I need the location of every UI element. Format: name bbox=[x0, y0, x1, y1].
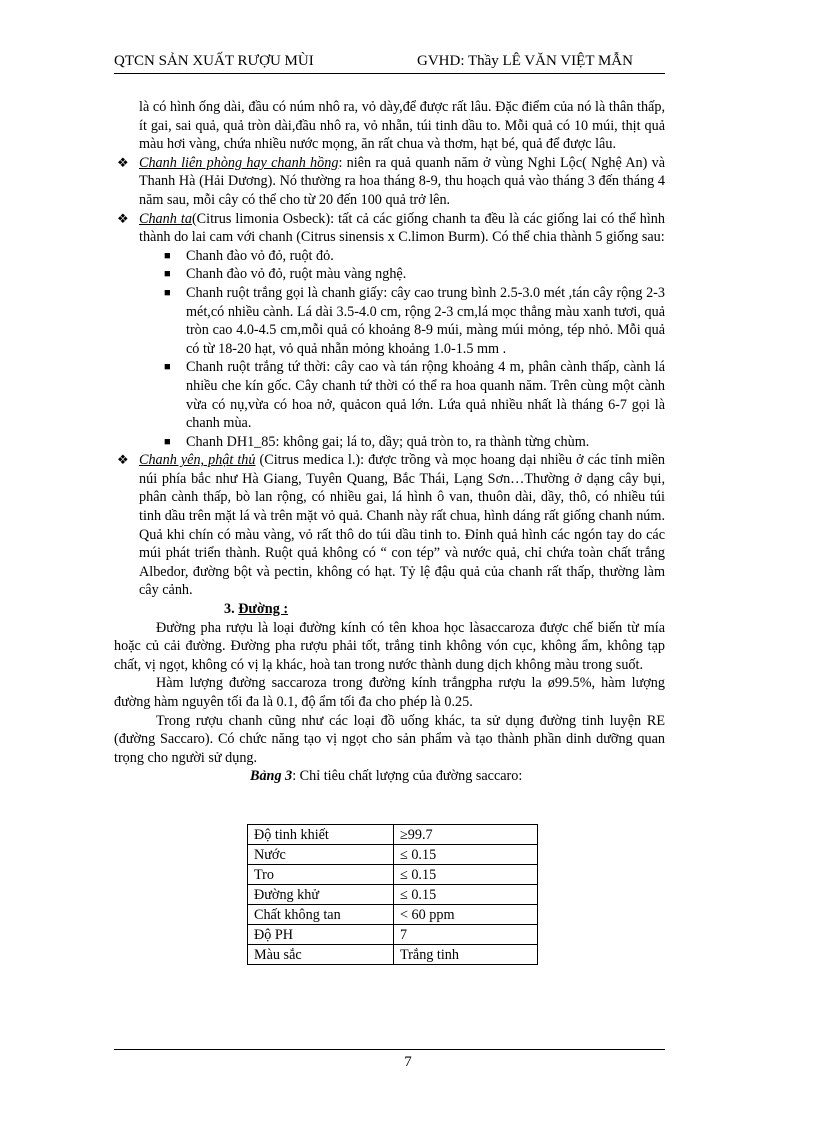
variety-title: Chanh liên phòng hay chanh hồng bbox=[139, 154, 339, 171]
square-bullet-icon: ■ bbox=[164, 286, 171, 299]
table-row: Đường khử ≤ 0.15 bbox=[248, 885, 538, 905]
list-item: ■ Chanh ruột trắng gọi là chanh giấy: cây cao trung bình 2.5-3.0 mét ,tán cây rộng 2-3 mét,có nhiều cành. Lá dài 3.5-4.0 cm, rộng 2-3 cm,lá mọc thẳng màu xanh tươi, quả tròn cao 4.0-4.5 cm,mỗi quả có khoảng 8-9 múi, màng múi mỏng, tép nhỏ. Mỗi quả có từ 18-20 hạt, vỏ quả nhẵn mỏng khoảng 1.0-1.5 mm . bbox=[164, 284, 665, 357]
table-caption-text: : Chỉ tiêu chất lượng của đường saccaro: bbox=[292, 768, 523, 785]
body-paragraph: Trong rượu chanh cũng như các loại đồ uống khác, ta sử dụng đường tinh luyện RE (đường Saccaro). Có chức năng tạo vị ngọt cho sản phẩm và tạo thành phần dinh dưỡng quan trọng cho người sử dụng. bbox=[114, 712, 665, 766]
table-row: Tro ≤ 0.15 bbox=[248, 865, 538, 885]
table-row: Độ PH 7 bbox=[248, 925, 538, 945]
header-title: QTCN SẢN XUẤT RƯỢU MÙI bbox=[114, 53, 314, 69]
list-item: ■ Chanh đào vỏ đỏ, ruột màu vàng nghệ. bbox=[164, 266, 407, 283]
variety-text: : niên ra quả quanh năm ở vùng Nghi Lộc( Nghệ An) và Thanh Hà (Hải Dương). Nó thường ra hoa tháng 8-9, thu hoạch quả vào tháng 3 đến tháng 4 năm sau, mỗi cây có thể cho từ 20 đến 100 quả trở lên. bbox=[139, 154, 665, 208]
section-number: 3. bbox=[224, 601, 239, 618]
section-title: Đường : bbox=[238, 601, 289, 618]
variety-item bbox=[114, 154, 665, 210]
table-row: Chất không tan < 60 ppm bbox=[248, 905, 538, 925]
body-paragraph: Đường pha rượu là loại đường kính có tên khoa học làsaccaroza được chế biến từ mía hoặc củ cải đường. Đường pha rượu phải tốt, trắng tinh không vón cục, không ẩm, không tạp chất, vị ngọt, không có vị lạ khác, hoà tan trong nước thành dung dịch không màu trong suốt. bbox=[114, 619, 665, 673]
list-item: ■ Chanh DH1_85: không gai; lá to, dầy; quả tròn to, ra thành từng chùm. bbox=[164, 433, 590, 450]
diamond-bullet-icon: ❖ bbox=[117, 210, 129, 226]
quality-table bbox=[247, 824, 538, 965]
variety-item bbox=[114, 451, 665, 600]
variety-text: (Citrus medica l.): được trồng và mọc hoang dại nhiều ở các tỉnh miền núi phía bắc như Hà Giang, Tuyên Quang, Bắc Thái, Lạng Sơn…Thường ở dạng cây bụi, phân cành thấp, bò lan rộng, có nhiều gai, lá hình ô van, thuôn dài, dầy, thô, có nhiều túi tinh dầu trên mặt lá và trên mặt vỏ quả. Chanh này rất chua, hình dáng rất giống chanh núm. Quả khi chín có màu vàng, vỏ rất thô do túi dầu tinh to. Đỉnh quả hình các ngón tay do các múi phát triển thành. Ruột quả không có “ con tép” và nước quả, chỉ chứa toàn chất trắng Albedor, đường bột và pectin, không có hạt. Tỷ lệ đậu quả của chanh rất thấp, thường làm cây cảnh. bbox=[139, 452, 665, 599]
variety-title: Chanh yên, phật thủ bbox=[139, 452, 256, 469]
page-number: 7 bbox=[404, 1054, 412, 1070]
variety-text: (Citrus limonia Osbeck): tất cả các giống chanh ta đều là các giống lai có thể hình thành do lai cam với chanh (Citrus sinensis x C.limon Burm). Có thể chia thành 5 giống sau: bbox=[139, 210, 665, 246]
header-advisor: GVHD: Thầy LÊ VĂN VIỆT MẪN bbox=[417, 53, 633, 69]
table-row: Màu sắc Trắng tinh bbox=[248, 945, 538, 965]
page-content bbox=[114, 98, 665, 786]
table-caption bbox=[114, 767, 665, 786]
list-item: ■ Chanh đào vỏ đỏ, ruột đỏ. bbox=[164, 247, 334, 264]
table-row: Nước ≤ 0.15 bbox=[248, 845, 538, 865]
body-paragraph: Hàm lượng đường saccaroza trong đường kính trắngpha rượu la ø99.5%, hàm lượng đường hàm nguyên tối đa là 0.1, độ ẩm tối đa cho phép là 0.25. bbox=[114, 675, 665, 710]
variety-title: Chanh ta bbox=[139, 210, 192, 227]
diamond-bullet-icon: ❖ bbox=[117, 154, 129, 170]
square-bullet-icon: ■ bbox=[164, 268, 171, 281]
diamond-bullet-icon: ❖ bbox=[117, 452, 129, 468]
square-bullet-icon: ■ bbox=[164, 249, 171, 262]
footer-divider bbox=[114, 1049, 665, 1050]
square-bullet-icon: ■ bbox=[164, 435, 171, 448]
subvariety-list bbox=[114, 247, 665, 452]
variety-item bbox=[114, 210, 665, 247]
table-row: Độ tinh khiết ≥99.7 bbox=[248, 825, 538, 845]
square-bullet-icon: ■ bbox=[164, 361, 171, 374]
continuation-paragraph: là có hình ống dài, đầu có núm nhô ra, vỏ dày,để được rất lâu. Đặc điểm của nó là thân thấp, ít gai, sai quả, quả tròn dài,đầu nhô ra, vỏ nhẵn, túi tinh dầu to. Mỗi quả có 10 múi, thịt quả màu hơi vàng, chứa nhiều nước mọng, ăn rất chua và thơm, hạt bé, quả để được lâu. bbox=[139, 99, 665, 153]
list-item: ■ Chanh ruột trắng tứ thời: cây cao và tán rộng khoảng 4 m, phân cành thấp, cành lá nhiều che kín gốc. Cây chanh tứ thời có thể ra hoa quanh năm. Trên cùng một cành vừa có nụ,vừa có hoa nở, quảcon quả lớn. Lứa quả nhiều nhất là tháng 6-7 gọi là chanh mùa. bbox=[164, 359, 665, 432]
table-caption-label: Bảng 3 bbox=[250, 768, 293, 785]
section-heading bbox=[114, 600, 665, 619]
page-header bbox=[114, 51, 665, 74]
